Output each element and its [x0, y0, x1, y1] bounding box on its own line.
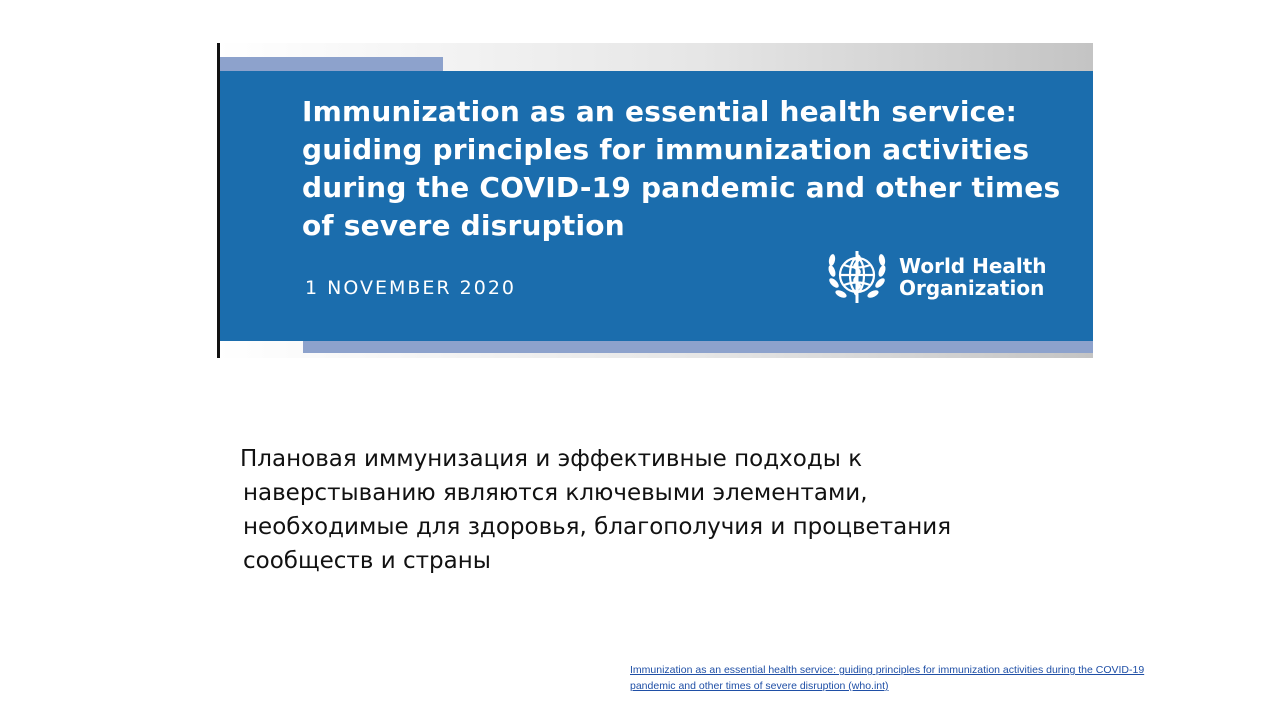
body-text-line: необходимые для здоровья, благополучия и процветания — [243, 514, 952, 540]
body-text-line: Плановая иммунизация и эффективные подходы к — [240, 446, 863, 472]
slide-body-text — [240, 442, 1060, 578]
body-text-line: сообществ и страны — [243, 548, 491, 574]
who-emblem-icon — [822, 241, 892, 311]
report-cover-banner — [217, 43, 1093, 358]
report-title — [302, 93, 1061, 245]
report-title-line: Immunization as an essential health service: — [302, 95, 1018, 128]
report-title-line: of severe disruption — [302, 209, 625, 242]
source-reference-link[interactable] — [630, 662, 1240, 694]
banner-bottom-accent-bar — [303, 341, 1093, 353]
reference-link-line[interactable]: pandemic and other times of severe disruption (who.int) — [630, 680, 889, 692]
banner-top-accent-bar — [220, 57, 443, 71]
report-date: 1 NOVEMBER 2020 — [305, 277, 516, 299]
report-title-line: guiding principles for immunization activities — [302, 133, 1030, 166]
body-text-line: наверстыванию являются ключевыми элементами, — [243, 480, 868, 506]
report-title-line: during the COVID-19 pandemic and other times — [302, 171, 1061, 204]
reference-link-line[interactable]: Immunization as an essential health service: guiding principles for immunization activities during the COVID-19 — [630, 664, 1145, 676]
who-organization-name — [899, 255, 1047, 299]
who-name-line: Organization — [899, 276, 1045, 300]
who-name-line: World Health — [899, 254, 1047, 278]
